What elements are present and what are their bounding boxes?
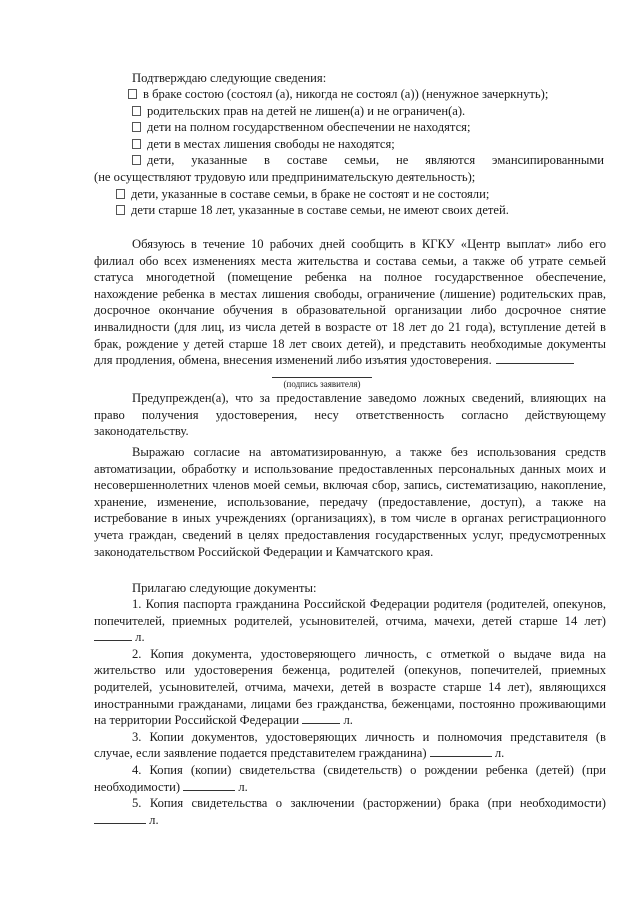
docs-heading: Прилагаю следующие документы: bbox=[132, 581, 317, 595]
checklist-item[interactable]: дети на полном государственном обеспечении не находятся; bbox=[94, 119, 604, 136]
checkbox-icon[interactable] bbox=[116, 189, 125, 199]
document-item: 4. Копия (копии) свидетельства (свидетельств) о рождении ребенка (детей) (при необходимости) л. bbox=[94, 762, 606, 794]
warning-paragraph: Предупрежден(а), что за предоставление заведомо ложных сведений, влияющих на право получения удостоверения, несу ответственность согласно действующему законодательству. bbox=[94, 391, 606, 439]
confirmation-checklist bbox=[94, 86, 604, 219]
document-item: 2. Копия документа, удостоверяющего личность, с отметкой о выдаче вида на жительство или удостоверения беженца, родителей (опекунов, попечителей, приемных родителей, усыновителей, отчима, мачехи, детей в возрасте старше 14 лет), являющихся иностранными гражданами, лицами без гражданства, беженцами, постоянно проживающими на территории Российской Федерации л. bbox=[94, 646, 606, 728]
checklist-item-continuation: (не осуществляют трудовую или предпринимательскую деятельность); bbox=[94, 169, 476, 184]
page-count-field[interactable] bbox=[302, 713, 340, 724]
checkbox-icon[interactable] bbox=[128, 89, 137, 99]
consent-paragraph: Выражаю согласие на автоматизированную, а также без использования средств автоматизации, обработку и использование предоставленных персональных данных моих и несовершеннолетних членов моей семьи, включая сбор, запись, систематизацию, накопление, хранение, изменение, использование, передачу (предоставление, доступ), а также на истребование в иных учреждениях (организациях), в том числе в органах регистрационного учета граждан, сведений в целях предоставления государственных услуг, предусмотренных законодательством Российской Федерации и Камчатского края. bbox=[94, 445, 606, 559]
checkbox-icon[interactable] bbox=[116, 205, 125, 215]
checklist-item[interactable]: дети, указанные в составе семьи, в браке не состоят и не состояли; bbox=[94, 186, 604, 203]
obligation-paragraph: Обязуюсь в течение 10 рабочих дней сообщить в КГКУ «Центр выплат» либо его филиал обо всех изменениях места жительства и состава семьи, а также об утрате семьей статуса многодетной (помещение ребенка на полное государственное обеспечение, нахождение ребенка в местах лишения свободы, ограничение (лишение) родительских прав, досрочное окончание обучения в образовательной организации либо досрочное снятие инвалидности (для лиц, из числа детей в возрасте от 18 лет до 21 года), вступление детей в брак, рождение у детей старше 18 лет своих детей), и представить необходимые документы для продления, обмена, внесения изменений либо изъятия удостоверения. bbox=[94, 237, 606, 368]
page-count-field[interactable] bbox=[430, 746, 492, 757]
checklist-item[interactable]: дети старше 18 лет, указанные в составе семьи, не имеют своих детей. bbox=[94, 202, 604, 219]
checkbox-icon[interactable] bbox=[132, 122, 141, 132]
checkbox-icon[interactable] bbox=[132, 139, 141, 149]
document-item: 1. Копия паспорта гражданина Российской Федерации родителя (родителей, опекунов, попечителей, приемных родителей, усыновителей, отчима, мачехи, детей старше 14 лет) л. bbox=[94, 597, 606, 645]
checklist-item[interactable]: в браке состою (состоял (а), никогда не состоял (а)) (ненужное зачеркнуть); bbox=[94, 86, 604, 103]
document-item: 5. Копия свидетельства о заключении (расторжении) брака (при необходимости) л. bbox=[94, 795, 606, 828]
checklist-item[interactable]: родительских прав на детей не лишен(а) и не ограничен(а). bbox=[94, 103, 604, 120]
checkbox-icon[interactable] bbox=[132, 106, 141, 116]
checklist-item[interactable]: дети в местах лишения свободы не находятся; bbox=[94, 136, 604, 153]
checklist-item[interactable]: дети, указанные в составе семьи, не являются эмансипированными bbox=[94, 152, 604, 169]
attached-documents-list bbox=[94, 596, 606, 828]
page-count-field[interactable] bbox=[94, 630, 132, 641]
document-item: 3. Копии документов, удостоверяющих личность и полномочия представителя (в случае, если заявление подается представителем гражданина) л. bbox=[94, 729, 606, 761]
signature-caption: (подпись заявителя) bbox=[272, 377, 372, 389]
page-count-field[interactable] bbox=[183, 780, 235, 791]
confirm-heading: Подтверждаю следующие сведения: bbox=[132, 71, 327, 85]
signature-line[interactable] bbox=[496, 353, 574, 364]
checkbox-icon[interactable] bbox=[132, 155, 141, 165]
page-count-field[interactable] bbox=[94, 813, 146, 824]
